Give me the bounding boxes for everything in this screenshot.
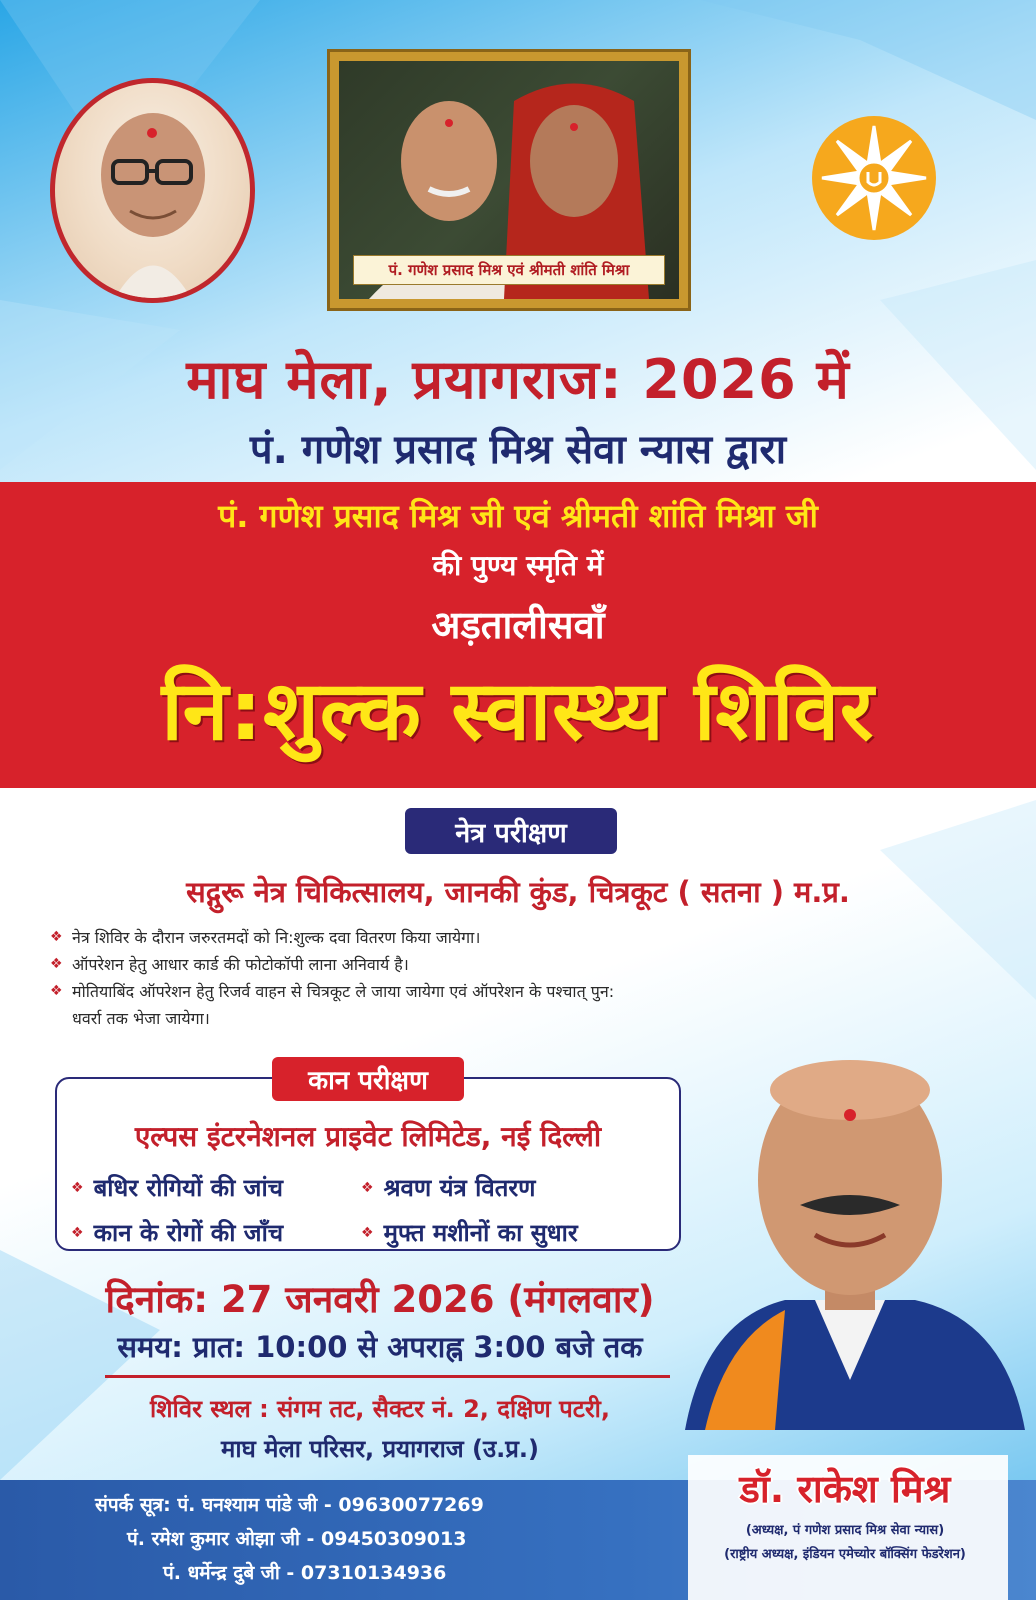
venue-line-2: माघ मेला परिसर, प्रयागराज (उ.प्र.) [221, 1435, 539, 1463]
founder-portrait-illustration [55, 83, 250, 298]
note-continuation: धवर्रा तक भेजा जायेगा। [72, 1009, 210, 1028]
bullet-diamond-icon: ❖ [71, 1224, 84, 1241]
note-item [50, 924, 930, 951]
memorial-banner [0, 482, 1036, 788]
camp-headline: नि:शुल्क स्वास्थ्य शिविर [161, 664, 875, 759]
ear-service-item [361, 1216, 661, 1249]
speaker-role: (अध्यक्ष, पं गणेश प्रसाद मिश्र सेवा न्यास) [745, 1523, 945, 1538]
founder-portrait [50, 78, 255, 303]
ear-service-text: मुफ्त मशीनों का सुधार [383, 1219, 578, 1247]
memorial-phrase: की पुण्य स्मृति में [432, 549, 604, 582]
speaker-portrait [665, 1020, 1036, 1430]
ear-service-item [361, 1171, 661, 1204]
contact-list [95, 1488, 615, 1590]
speaker-name: डॉ. राकेश मिश्र [739, 1467, 951, 1511]
bullet-diamond-icon: ❖ [50, 929, 63, 945]
bullet-diamond-icon: ❖ [50, 956, 63, 972]
note-text: ऑपरेशन हेतु आधार कार्ड की फोटोकॉपी लाना अनिवार्य है। [72, 955, 409, 974]
bullet-diamond-icon: ❖ [50, 983, 63, 999]
ear-service-item [71, 1216, 361, 1249]
eye-notes [50, 924, 930, 1032]
frame-caption: पं. गणेश प्रसाद मिश्र एवं श्रीमती शांति मिश्रा [353, 255, 665, 285]
eye-hospital-name: सद्गुरू नेत्र चिकित्सालय, जानकी कुंड, चित्रकूट ( सतना ) म.प्र. [186, 875, 850, 909]
note-text: मोतियाबिंद ऑपरेशन हेतु रिजर्व वाहन से चित्रकूट ले जाया जायेगा एवं ऑपरेशन के पश्चात् पुन: [72, 982, 615, 1001]
contact-line: पं. रमेश कुमार ओझा जी - 09450309013 [127, 1528, 467, 1550]
contact-line: संपर्क सूत्र: पं. घनश्याम पांडे जी - 09630077269 [95, 1494, 484, 1516]
speaker-info [700, 1462, 990, 1562]
contact-line: पं. धर्मेन्द्र दुबे जी - 07310134936 [163, 1562, 447, 1584]
ear-services [71, 1171, 671, 1249]
bullet-diamond-icon: ❖ [361, 1224, 374, 1241]
note-text: नेत्र शिविर के दौरान जरुरतमदों को नि:शुल्क दवा वितरण किया जायेगा। [72, 928, 481, 947]
organizer-subtitle: पं. गणेश प्रसाद मिश्र सेवा न्यास द्वारा [249, 427, 787, 473]
ear-organization: एल्पस इंटरनेशनल प्राइवेट लिमिटेड, नई दिल्ली [134, 1120, 602, 1153]
couple-framed-photo [330, 52, 688, 308]
divider [105, 1375, 670, 1378]
camp-date: दिनांक: 27 जनवरी 2026 (मंगलवार) [105, 1278, 655, 1321]
venue-line-1: शिविर स्थल : संगम तट, सैक्टर नं. 2, दक्षिण पटरी, [149, 1395, 611, 1423]
ear-service-item [71, 1171, 361, 1204]
ear-service-text: कान के रोगों की जाँच [93, 1219, 284, 1247]
ear-service-text: बधिर रोगियों की जांच [93, 1174, 283, 1202]
memorial-names: पं. गणेश प्रसाद मिश्र जी एवं श्रीमती शांति मिश्रा जी [218, 497, 818, 535]
sun-emblem-icon [808, 112, 940, 244]
ear-service-text: श्रवण यंत्र वितरण [383, 1174, 536, 1202]
ear-exam-label: कान परीक्षण [272, 1057, 464, 1101]
bullet-diamond-icon: ❖ [361, 1179, 374, 1196]
eye-exam-label: नेत्र परीक्षण [405, 808, 617, 854]
note-item [50, 978, 930, 1005]
speaker-role-2: (राष्ट्रीय अध्यक्ष, इंडियन एमेच्योर बॉक्सिंग फेडरेशन) [724, 1547, 966, 1562]
event-title: माघ मेला, प्रयागराज: 2026 में [186, 348, 850, 411]
camp-time: समय: प्रात: 10:00 से अपराह्न 3:00 बजे तक [117, 1330, 643, 1364]
note-item [50, 951, 930, 978]
edition-label: अड़तालीसवाँ [431, 603, 605, 647]
bullet-diamond-icon: ❖ [71, 1179, 84, 1196]
ear-exam-box [55, 1077, 681, 1251]
